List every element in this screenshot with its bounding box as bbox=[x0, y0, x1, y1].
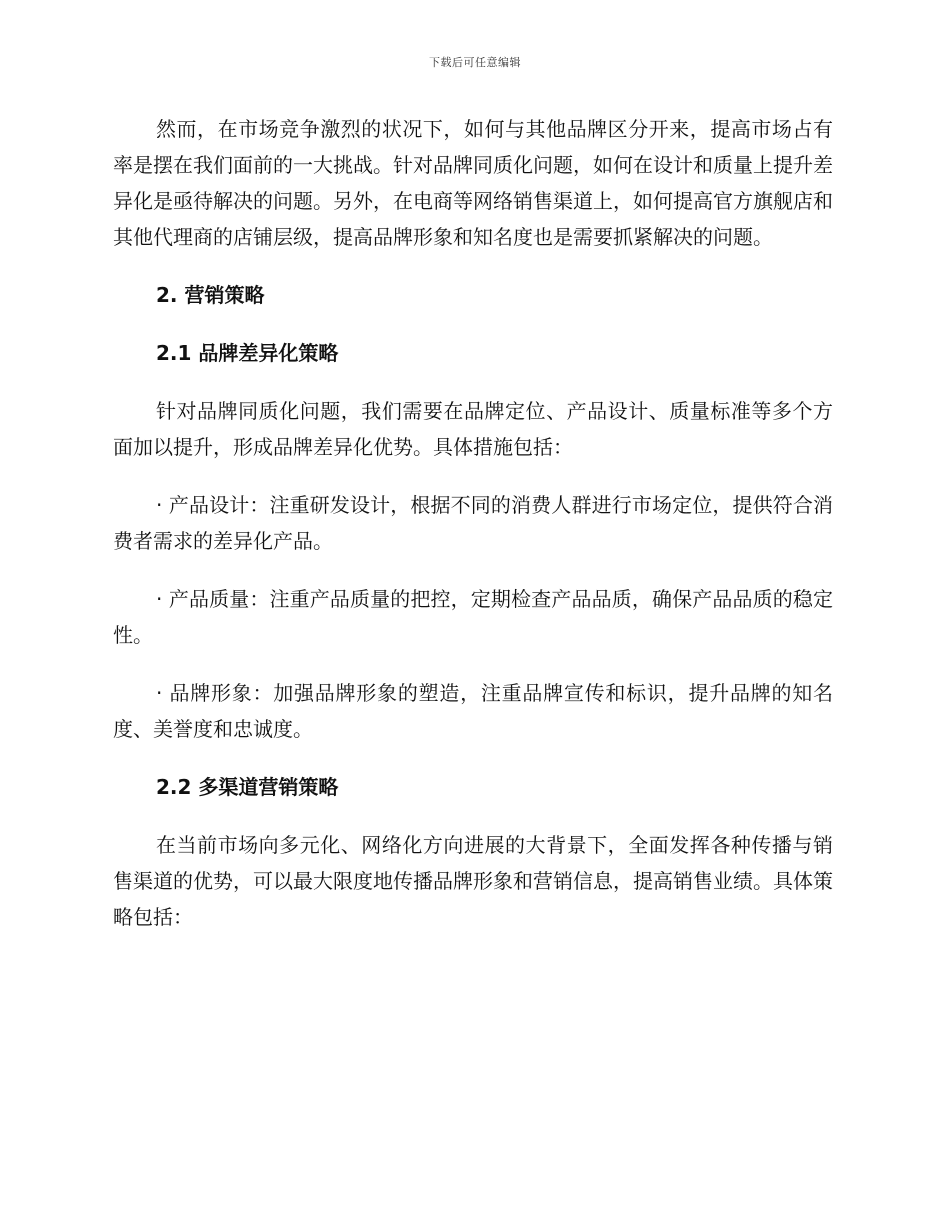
bullet-product-quality: · 产品质量：注重产品质量的把控，定期检查产品品质，确保产品品质的稳定性。 bbox=[113, 587, 833, 647]
intro-paragraph: 然而，在市场竞争激烈的状况下，如何与其他品牌区分开来，提高市场占有率是摆在我们面前的一大挑战。针对品牌同质化问题，如何在设计和质量上提升差异化是亟待解决的问题。另外，在电商等网络销售渠道上，如何提高官方旗舰店和其他代理商的店铺层级，提高品牌形象和知名度也是需要抓紧解决的问题。 bbox=[113, 117, 833, 249]
brand-differentiation-paragraph: 针对品牌同质化问题，我们需要在品牌定位、产品设计、质量标准等多个方面加以提升，形成品牌差异化优势。具体措施包括： bbox=[113, 399, 833, 459]
multichannel-paragraph: 在当前市场向多元化、网络化方向进展的大背景下，全面发挥各种传播与销售渠道的优势，可以最大限度地传播品牌形象和营销信息，提高销售业绩。具体策略包括： bbox=[113, 833, 833, 929]
subsection-heading-brand-differentiation: 2.1 品牌差异化策略 bbox=[156, 341, 339, 365]
page-header-note: 下载后可任意编辑 bbox=[429, 56, 521, 69]
document-body bbox=[113, 111, 833, 957]
subsection-heading-multichannel: 2.2 多渠道营销策略 bbox=[156, 775, 339, 799]
bullet-brand-image: · 品牌形象：加强品牌形象的塑造，注重品牌宣传和标识，提升品牌的知名度、美誉度和忠诚度。 bbox=[113, 681, 833, 741]
section-heading-marketing-strategy: 2. 营销策略 bbox=[156, 283, 265, 307]
bullet-product-design: · 产品设计：注重研发设计，根据不同的消费人群进行市场定位，提供符合消费者需求的差异化产品。 bbox=[113, 493, 833, 553]
